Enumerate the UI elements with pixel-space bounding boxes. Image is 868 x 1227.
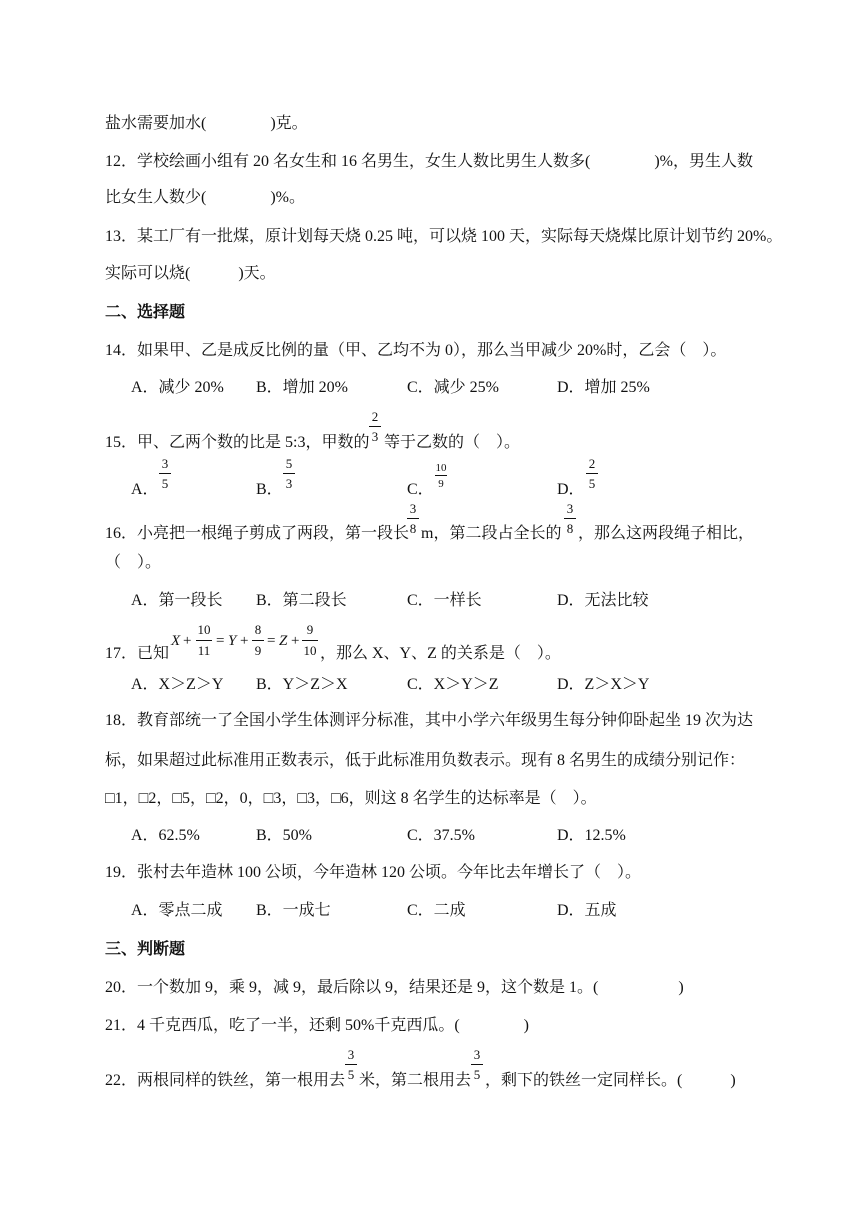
q16-frac1-bar	[407, 518, 419, 519]
q19-option-d: D．五成	[557, 902, 617, 919]
q14-stem: 14．如果甲、乙是成反比例的量（甲、乙均不为 0），那么当甲减少 20%时，乙会（ ）。	[105, 342, 727, 359]
q12-line1: 12．学校绘画小组有 20 名女生和 16 名男生，女生人数比男生人数多( )%，男生人数	[105, 153, 753, 170]
q15-option-c-num: 10	[435, 462, 447, 474]
q18-option-d: D．12.5%	[557, 827, 626, 844]
q15-frac-num: 2	[371, 409, 379, 424]
q16-frac2-num: 3	[566, 501, 574, 516]
q15-option-a-label: A．	[131, 481, 159, 498]
section-judge-heading: 三、判断题	[105, 941, 186, 958]
q22-stem-c: ，剩下的铁丝一定同样长。( )	[485, 1072, 736, 1089]
q17-suffix: ，那么 X、Y、Z 的关系是（ ）。	[320, 645, 561, 662]
q17-option-b: B．Y＞Z＞X	[256, 676, 348, 693]
q17-prefix: 17．已知	[105, 645, 170, 662]
q19-option-b: B．一成七	[256, 902, 331, 919]
q18-line1: 18．教育部统一了全国小学生体测评分标准，其中小学六年级男生每分钟仰卧起坐 19 次为达	[105, 712, 754, 729]
q17-f2-den: 9	[254, 643, 262, 658]
q16-option-c: C．一样长	[407, 592, 482, 609]
q17-option-c: C．X＞Y＞Z	[407, 676, 499, 693]
q22-frac1-num: 3	[347, 1047, 355, 1062]
q15-option-b-den: 3	[285, 476, 293, 491]
q19-option-c: C．二成	[407, 902, 466, 919]
q15-option-b-num: 5	[285, 456, 293, 471]
q11-tail: 盐水需要加水( )克。	[105, 115, 308, 132]
q16-stem-b: m，第二段占全长的	[421, 525, 562, 542]
q17-option-d: D．Z＞X＞Y	[557, 676, 650, 693]
q15-frac-den: 3	[371, 429, 379, 444]
q17-var-y: Y	[228, 633, 237, 649]
q17-f3-num: 9	[306, 622, 314, 637]
q15-stem-a: 15．甲、乙两个数的比是 5:3，甲数的	[105, 434, 370, 451]
q16-option-a: A．第一段长	[131, 592, 223, 609]
q16-stem-c: ，那么这两段绳子相比，	[578, 525, 755, 542]
q18-option-c: C．37.5%	[407, 827, 476, 844]
section-choice-heading: 二、选择题	[105, 304, 186, 321]
q15-option-a-den: 5	[161, 476, 169, 491]
q14-option-b: B．增加 20%	[256, 379, 349, 396]
q17-eq-2: =	[267, 633, 276, 649]
q13-line1: 13．某工厂有一批煤，原计划每天烧 0.25 吨，可以烧 100 天，实际每天烧煤比原计划节约 20%。	[105, 228, 783, 245]
q15-option-a-bar	[159, 473, 171, 474]
q17-eq-1: =	[216, 633, 225, 649]
q17-option-a: A．X＞Z＞Y	[131, 676, 224, 693]
q16-option-d: D．无法比较	[557, 592, 649, 609]
q16-option-b: B．第二段长	[256, 592, 347, 609]
q12-line2: 比女生人数少( )%。	[105, 189, 305, 206]
q16-frac1-den: 8	[409, 521, 417, 536]
q17-f3-bar	[302, 640, 318, 641]
q22-stem-a: 22．两根同样的铁丝，第一根用去	[105, 1072, 346, 1089]
q22-frac2-num: 3	[473, 1047, 481, 1062]
q18-option-b: B．50%	[256, 827, 313, 844]
q18-line2: 标，如果超过此标准用正数表示，低于此标准用负数表示。现有 8 名男生的成绩分别记作：	[105, 752, 746, 769]
q14-option-a: A．减少 20%	[131, 379, 224, 396]
q17-f3-den: 10	[303, 643, 317, 658]
q16-line2: （ ）。	[105, 554, 162, 571]
q21-stem: 21．4 千克西瓜，吃了一半，还剩 50%千克西瓜。( )	[105, 1017, 529, 1034]
q19-option-a: A．零点二成	[131, 902, 223, 919]
q16-frac2-den: 8	[566, 521, 574, 536]
q19-stem: 19．张村去年造林 100 公顷，今年造林 120 公顷。今年比去年增长了（ ）。	[105, 864, 642, 881]
q17-var-x: X	[171, 633, 181, 649]
q15-option-a-num: 3	[161, 456, 169, 471]
q18-option-a: A．62.5%	[131, 827, 200, 844]
q22-stem-b: 米，第二根用去	[359, 1072, 472, 1089]
q15-option-b-bar	[283, 473, 295, 474]
q17-f1-den: 11	[197, 643, 211, 658]
q17-var-z: Z	[279, 633, 288, 649]
q17-f2-num: 8	[254, 622, 262, 637]
q22-frac1-bar	[345, 1064, 357, 1065]
q14-option-c: C．减少 25%	[407, 379, 500, 396]
q15-option-d-den: 5	[588, 476, 596, 491]
q16-frac2-bar	[564, 518, 576, 519]
q15-option-d-bar	[586, 473, 598, 474]
q15-stem-b: 等于乙数的（ ）。	[384, 434, 521, 451]
q15-option-c-den: 9	[438, 478, 444, 490]
q22-frac2-bar	[471, 1064, 483, 1065]
q17-f2-bar	[252, 640, 264, 641]
q17-plus-2: +	[240, 633, 249, 649]
q15-option-c-label: C．	[407, 481, 434, 498]
q17-plus-1: +	[183, 633, 192, 649]
q15-option-d-num: 2	[588, 456, 596, 471]
q18-line3: □1，□2，□5，□2，0，□3，□3，□6，则这 8 名学生的达标率是（ ）。	[105, 790, 597, 807]
q14-option-d: D．增加 25%	[557, 379, 650, 396]
q17-plus-3: +	[291, 633, 300, 649]
q22-frac1-den: 5	[347, 1067, 355, 1082]
q15-option-b-label: B．	[256, 481, 283, 498]
q20-stem: 20．一个数加 9，乘 9，减 9，最后除以 9，结果还是 9，这个数是 1。( )	[105, 979, 684, 996]
q16-frac1-num: 3	[409, 501, 417, 516]
q15-option-d-label: D．	[557, 481, 585, 498]
q17-f1-num: 10	[197, 622, 211, 637]
q17-f1-bar	[196, 640, 212, 641]
q22-frac2-den: 5	[473, 1067, 481, 1082]
q15-option-c-bar	[435, 475, 447, 476]
q16-stem-a: 16．小亮把一根绳子剪成了两段，第一段长	[105, 525, 410, 542]
q15-frac-bar	[369, 426, 381, 427]
q13-line2: 实际可以烧( )天。	[105, 265, 276, 282]
